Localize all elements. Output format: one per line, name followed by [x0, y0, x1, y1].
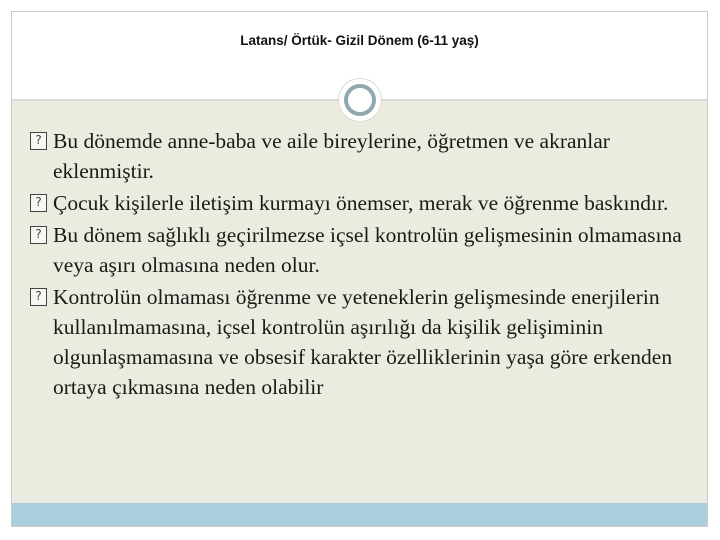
- bullet-icon: ?: [30, 194, 47, 212]
- bullet-item: [30, 282, 690, 402]
- ring-ornament-icon: [339, 79, 381, 121]
- bullet-text: Çocuk kişilerle iletişim kurmayı önemser, merak ve öğrenme baskındır.: [53, 191, 669, 215]
- bullet-list: [30, 126, 690, 404]
- bullet-icon: ?: [30, 288, 47, 306]
- footer-bar: [12, 503, 707, 526]
- bullet-icon: ?: [30, 226, 47, 244]
- bullet-text: Bu dönem sağlıklı geçirilmezse içsel kontrolün gelişmesinin olmamasına veya aşırı olmasına neden olur.: [53, 223, 682, 277]
- ring-inner: [344, 84, 376, 116]
- bullet-icon: ?: [30, 132, 47, 150]
- bullet-item: [30, 126, 690, 186]
- slide-title: Latans/ Örtük- Gizil Dönem (6-11 yaş): [240, 33, 479, 48]
- bullet-text: Bu dönemde anne-baba ve aile bireylerine, öğretmen ve akranlar eklenmiştir.: [53, 129, 610, 183]
- bullet-item: [30, 188, 690, 218]
- bullet-item: [30, 220, 690, 280]
- bullet-text: Kontrolün olmaması öğrenme ve yeteneklerin gelişmesinde enerjilerin kullanılmamasına, içsel kontrolün aşırılığı da kişilik gelişiminin olgunlaşmamasına ve obsesif karakter özelliklerinin yaşa göre erkenden ortaya çıkmasına neden olabilir: [53, 285, 673, 399]
